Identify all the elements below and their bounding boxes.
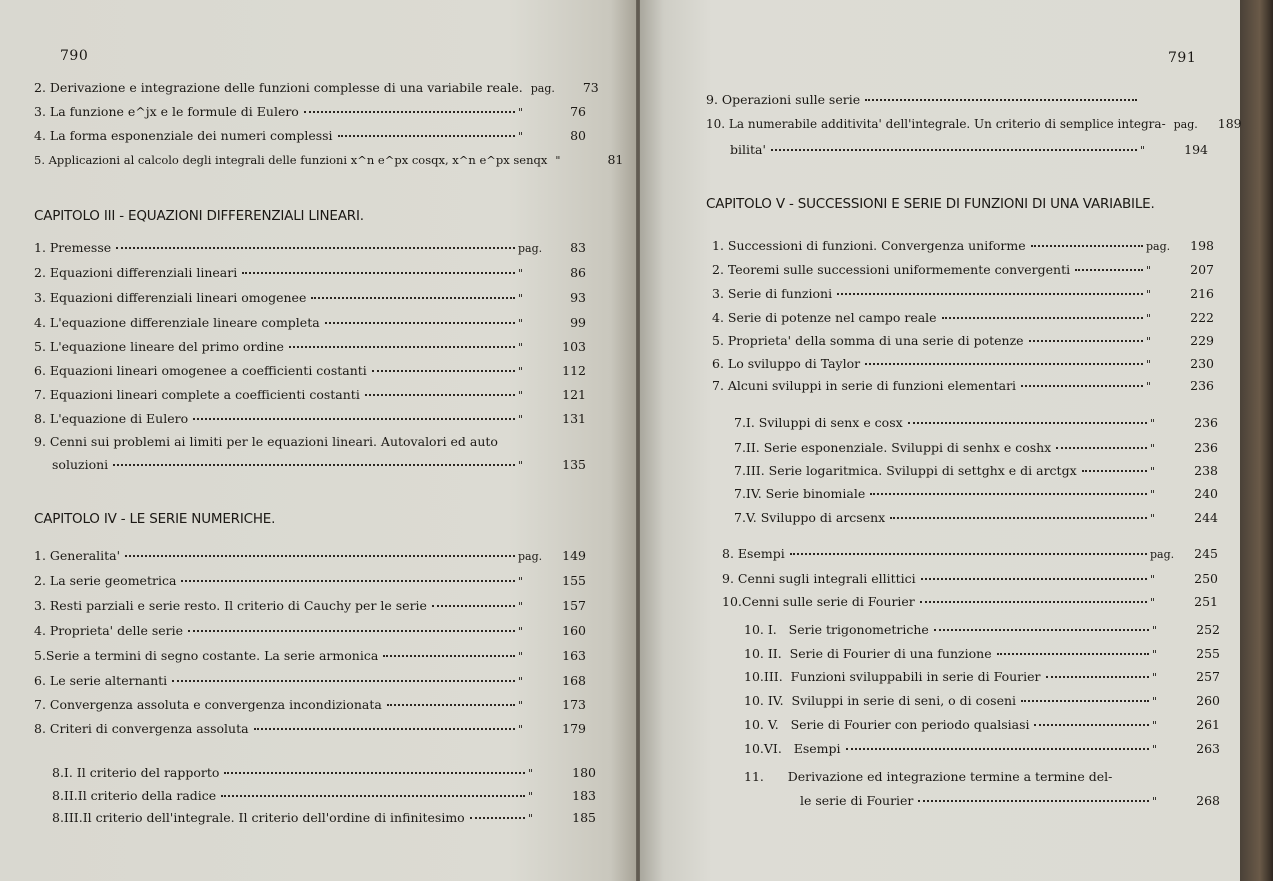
- toc-entry[interactable]: 8. Criteri di convergenza assoluta " 179: [34, 721, 586, 736]
- book-edge: [1240, 0, 1273, 881]
- toc-entry[interactable]: 6. Equazioni lineari omogenee a coefficienti costanti " 112: [34, 363, 586, 378]
- toc-subentry[interactable]: 7.V. Sviluppo di arcsenx " 244: [734, 510, 1218, 525]
- toc-entry[interactable]: 9. Operazioni sulle serie: [706, 92, 1208, 110]
- toc-entry-first-line[interactable]: 9. Cenni sui problemi ai limiti per le equazioni lineari. Autovalori ed auto: [34, 434, 498, 449]
- right-page: [640, 0, 1240, 881]
- toc-subentry[interactable]: 10. I. Serie trigonometriche " 252: [744, 622, 1220, 637]
- toc-entry[interactable]: 5. L'equazione lineare del primo ordine " 103: [34, 339, 586, 354]
- toc-subentry[interactable]: 10.VI. Esempi " 263: [744, 741, 1220, 756]
- chapter-heading: CAPITOLO III - EQUAZIONI DIFFERENZIALI LINEARI.: [34, 208, 364, 224]
- toc-entry[interactable]: 5.Serie a termini di segno costante. La serie armonica " 163: [34, 648, 586, 663]
- toc-entry[interactable]: 4. L'equazione differenziale lineare completa " 99: [34, 315, 586, 330]
- toc-entry[interactable]: 7. Convergenza assoluta e convergenza incondizionata " 173: [34, 697, 586, 712]
- toc-entry-first-line[interactable]: 11. Derivazione ed integrazione termine a termine del-: [744, 769, 1113, 784]
- toc-entry[interactable]: 1. Generalita' pag. 149: [34, 548, 586, 563]
- toc-entry[interactable]: 3. La funzione e^jx e le formule di Eulero " 76: [34, 104, 586, 119]
- toc-entry[interactable]: 3. Resti parziali e serie resto. Il criterio di Cauchy per le serie " 157: [34, 598, 586, 613]
- chapter-heading: CAPITOLO IV - LE SERIE NUMERICHE.: [34, 511, 276, 527]
- toc-entry[interactable]: 1. Premesse pag. 83: [34, 240, 586, 255]
- toc-entry[interactable]: 6. Lo sviluppo di Taylor " 230: [712, 356, 1214, 371]
- page-number: 791: [1168, 50, 1197, 66]
- toc-entry[interactable]: 3. Serie di funzioni " 216: [712, 286, 1214, 301]
- page-number: 790: [60, 48, 89, 64]
- toc-entry[interactable]: 2. Derivazione e integrazione delle funzioni complesse di una variabile reale. pag. 73: [34, 80, 599, 95]
- toc-entry[interactable]: 2. Teoremi sulle successioni uniformemente convergenti " 207: [712, 262, 1214, 277]
- toc-entry[interactable]: 4. Serie di potenze nel campo reale " 222: [712, 310, 1214, 325]
- toc-entry[interactable]: 5. Applicazioni al calcolo degli integrali delle funzioni x^n e^px cosqx, x^n e^px senqx " 81: [34, 152, 624, 167]
- toc-subentry[interactable]: 10.III. Funzioni sviluppabili in serie di Fourier " 257: [744, 669, 1220, 684]
- toc-entry[interactable]: 1. Successioni di funzioni. Convergenza uniforme pag. 198: [712, 238, 1214, 253]
- toc-entry[interactable]: 10. La numerabile additivita' dell'integrale. Un criterio di semplice integra- pag. 189: [706, 116, 1242, 131]
- toc-entry[interactable]: 6. Le serie alternanti " 168: [34, 673, 586, 688]
- toc-subentry[interactable]: 7.IV. Serie binomiale " 240: [734, 486, 1218, 501]
- toc-entry[interactable]: 8. L'equazione di Eulero " 131: [34, 411, 586, 426]
- toc-entry[interactable]: 4. La forma esponenziale dei numeri complessi " 80: [34, 128, 586, 143]
- toc-entry[interactable]: 7. Alcuni sviluppi in serie di funzioni elementari " 236: [712, 378, 1214, 393]
- toc-subentry[interactable]: 7.II. Serie esponenziale. Sviluppi di senhx e coshx " 236: [734, 440, 1218, 455]
- toc-entry-continuation[interactable]: le serie di Fourier " 268: [800, 793, 1220, 808]
- toc-subentry[interactable]: 7.III. Serie logaritmica. Sviluppi di settghx e di arctgx " 238: [734, 463, 1218, 478]
- toc-entry-continuation[interactable]: soluzioni " 135: [52, 457, 586, 472]
- chapter-heading: CAPITOLO V - SUCCESSIONI E SERIE DI FUNZIONI DI UNA VARIABILE.: [706, 196, 1155, 212]
- toc-subentry[interactable]: 10. IV. Sviluppi in serie di seni, o di coseni " 260: [744, 693, 1220, 708]
- toc-entry[interactable]: 2. Equazioni differenziali lineari " 86: [34, 265, 586, 280]
- toc-subentry[interactable]: 7.I. Sviluppi di senx e cosx " 236: [734, 415, 1218, 430]
- toc-subentry[interactable]: 8.III.Il criterio dell'integrale. Il criterio dell'ordine di infinitesimo " 185: [52, 810, 596, 825]
- toc-entry[interactable]: 3. Equazioni differenziali lineari omogenee " 93: [34, 290, 586, 305]
- toc-entry[interactable]: 8. Esempi pag. 245: [722, 546, 1218, 561]
- left-page: [0, 0, 636, 881]
- toc-entry[interactable]: 9. Cenni sugli integrali ellittici " 250: [722, 571, 1218, 586]
- toc-entry[interactable]: 2. La serie geometrica " 155: [34, 573, 586, 588]
- toc-entry[interactable]: 5. Proprieta' della somma di una serie di potenze " 229: [712, 333, 1214, 348]
- toc-subentry[interactable]: 8.II.Il criterio della radice " 183: [52, 788, 596, 803]
- toc-entry[interactable]: 7. Equazioni lineari complete a coefficienti costanti " 121: [34, 387, 586, 402]
- toc-subentry[interactable]: 10. V. Serie di Fourier con periodo qualsiasi " 261: [744, 717, 1220, 732]
- toc-subentry[interactable]: 8.I. Il criterio del rapporto " 180: [52, 765, 596, 780]
- toc-entry-continuation[interactable]: bilita' " 194: [730, 142, 1208, 157]
- toc-entry[interactable]: 10.Cenni sulle serie di Fourier " 251: [722, 594, 1218, 609]
- toc-subentry[interactable]: 10. II. Serie di Fourier di una funzione " 255: [744, 646, 1220, 661]
- toc-entry[interactable]: 4. Proprieta' delle serie " 160: [34, 623, 586, 638]
